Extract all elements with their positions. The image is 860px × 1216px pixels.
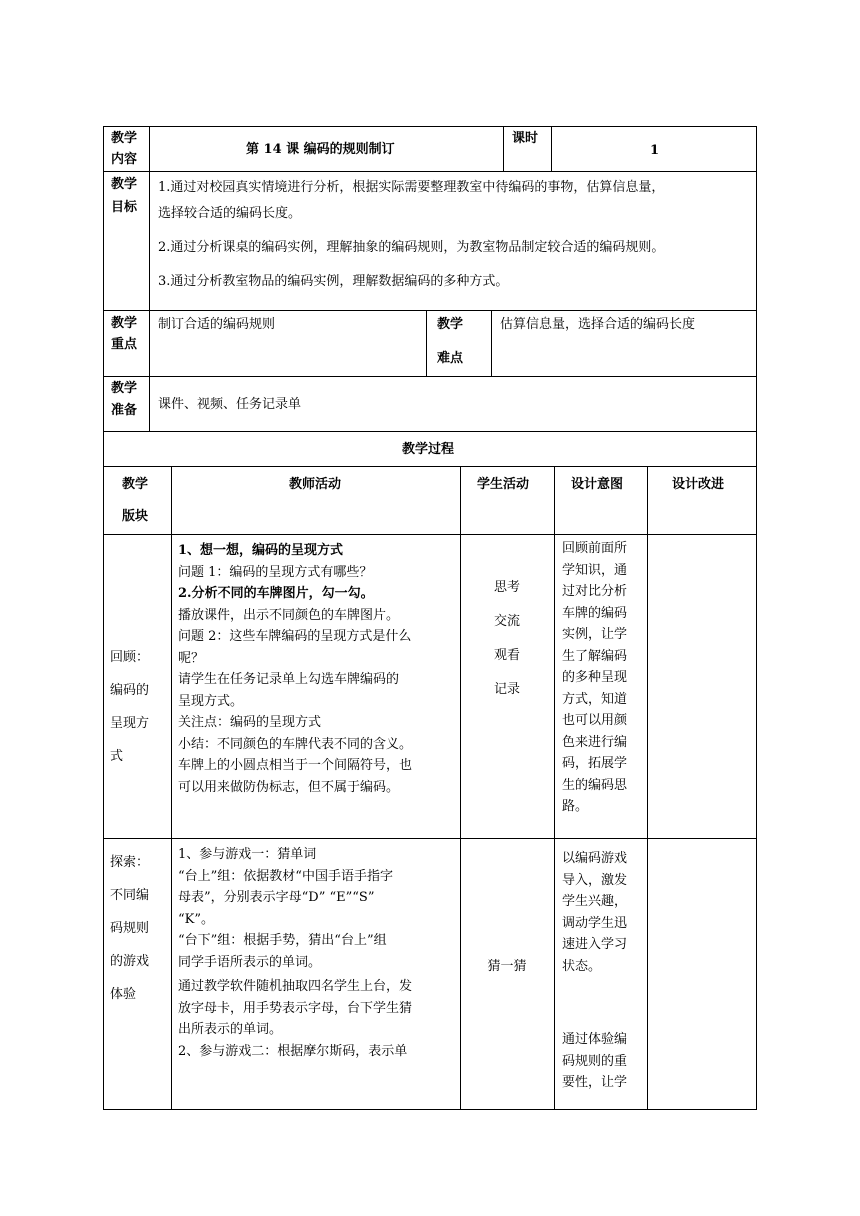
teacher-line: 车牌上的小圆点相当于一个间隔符号，也: [178, 758, 413, 773]
section-line: 呈现方: [110, 716, 150, 731]
intent-line: 色来进行编: [562, 734, 628, 750]
lesson-title: 第 14 课 编码的规则制订: [246, 142, 395, 157]
key-text: 制订合适的编码规则: [158, 317, 276, 332]
intent-line: 学知识，通: [562, 562, 628, 578]
intent-line: 生了解编码: [562, 648, 628, 664]
preparation-label-2: 准备: [111, 403, 138, 418]
period-label: 课时: [512, 131, 539, 146]
teacher-line: “台下”组：根据手势，猜出“台上”组: [178, 933, 387, 948]
section-line: 探索：: [110, 855, 150, 870]
objective-line: 选择较合适的编码长度。: [158, 206, 302, 221]
intent-line: 以编码游戏: [562, 851, 628, 866]
intent-line: 的多种呈现: [562, 670, 628, 685]
student-line: 思考: [493, 580, 520, 595]
teacher-line: 小结：不同颜色的车牌代表不同的含义。: [178, 736, 413, 752]
teacher-line: “K”。: [178, 911, 215, 927]
difficulty-label-1: 教学: [437, 317, 464, 332]
teacher-line: 1、想一想，编码的呈现方式: [178, 543, 344, 558]
explore-design-intent-b: [562, 1029, 646, 1094]
teacher-line: 问题 1：编码的呈现方式有哪些？: [178, 564, 373, 580]
objective-line: 2.通过分析课桌的编码实例，理解抽象的编码规则，为教室物品制定较合适的编码规则。: [158, 240, 665, 255]
section-line: 式: [110, 749, 124, 764]
teacher-line: 同学手语所表示的单词。: [178, 954, 322, 970]
review-student-activity: [460, 571, 554, 707]
intent-line: 学生兴趣，: [562, 894, 628, 909]
intent-line: 调动学生迅: [562, 915, 628, 931]
teacher-line: 播放课件，出示不同颜色的车牌图片。: [178, 607, 400, 623]
intent-line: 生的编码思: [562, 777, 628, 793]
explore-teacher-activity: [178, 844, 458, 1062]
difficulty-text: 估算信息量，选择合适的编码长度: [500, 317, 696, 332]
section-line: 不同编: [110, 888, 150, 903]
preparation-label-1: 教学: [111, 381, 138, 396]
process-title: 教学过程: [402, 442, 455, 457]
explore-student-activity: 猜一猜: [487, 959, 527, 974]
student-line: 交流: [493, 614, 520, 629]
difficulty-label-2: 难点: [437, 351, 464, 366]
review-section: [110, 641, 170, 773]
objective-line: 1.通过对校园真实情境进行分析，根据实际需要整理教室中待编码的事物，估算信息量，: [158, 180, 665, 195]
period-value: 1: [650, 143, 660, 158]
col-section-2: 版块: [122, 509, 149, 524]
student-line: 记录: [493, 682, 520, 697]
teacher-line: 通过教学软件随机抽取四名学生上台，发: [178, 979, 413, 994]
key-label-1: 教学: [111, 316, 138, 331]
section-line: 回顾：: [110, 650, 150, 665]
teacher-line: 呢？: [178, 650, 205, 666]
objectives-label-1: 教学: [111, 177, 138, 192]
intent-line: 过对比分析: [562, 584, 628, 599]
teacher-line: “台上”组：依据教材“中国手语手指字: [178, 868, 393, 884]
col-student: 学生活动: [477, 477, 530, 492]
review-design-intent: [562, 538, 646, 818]
col-intent: 设计意图: [571, 477, 624, 492]
teacher-line: 出所表示的单词。: [178, 1022, 283, 1037]
teacher-line: 关注点：编码的呈现方式: [178, 715, 322, 730]
intent-line: 码，拓展学: [562, 756, 628, 771]
content-label-2: 内容: [111, 152, 138, 167]
section-line: 的游戏: [110, 954, 150, 969]
intent-line: 实例，让学: [562, 627, 628, 642]
intent-line: 速进入学习: [562, 937, 628, 952]
intent-line: 通过体验编: [562, 1032, 628, 1047]
intent-line: 方式，知道: [562, 691, 628, 707]
section-line: 体验: [110, 987, 137, 1002]
teacher-line: 呈现方式。: [178, 693, 244, 709]
col-teacher: 教师活动: [289, 477, 342, 492]
student-line: 观看: [493, 648, 520, 663]
objectives-text: [158, 175, 753, 295]
intent-line: 导入，激发: [562, 872, 628, 888]
intent-line: 车牌的编码: [562, 605, 628, 621]
preparation-text: 课件、视频、任务记录单: [158, 397, 302, 412]
intent-line: 回顾前面所: [562, 541, 628, 556]
teacher-line: 问题 2：这些车牌编码的呈现方式是什么: [178, 629, 412, 644]
teacher-line: 2.分析不同的车牌图片，勾一勾。: [178, 586, 374, 601]
teacher-line: 1、参与游戏一：猜单词: [178, 847, 317, 862]
objectives-label-2: 目标: [111, 200, 138, 215]
teacher-line: 放字母卡，用手势表示字母，台下学生猜: [178, 1000, 413, 1016]
intent-line: 状态。: [562, 958, 602, 974]
teacher-line: 2、参与游戏二：根据摩尔斯码，表示单: [178, 1043, 408, 1059]
section-line: 码规则: [110, 921, 150, 936]
explore-section: [110, 846, 170, 1011]
section-line: 编码的: [110, 683, 150, 698]
explore-design-intent-a: [562, 848, 646, 977]
col-section-1: 教学: [122, 477, 149, 492]
col-improve: 设计改进: [672, 477, 725, 492]
key-label-2: 重点: [111, 337, 138, 352]
teacher-line: 请学生在任务记录单上勾选车牌编码的: [178, 672, 400, 687]
intent-line: 码规则的重: [562, 1053, 628, 1069]
teacher-line: 母表”，分别表示字母“D” “E”“S”: [178, 890, 375, 905]
objective-line: 3.通过分析教室物品的编码实例，理解数据编码的多种方式。: [158, 274, 509, 289]
intent-line: 要性，让学: [562, 1075, 628, 1090]
intent-line: 路。: [562, 799, 589, 814]
intent-line: 也可以用颜: [562, 713, 628, 728]
content-label-1: 教学: [111, 131, 138, 146]
teacher-line: 可以用来做防伪标志，但不属于编码。: [178, 779, 400, 795]
review-teacher-activity: [178, 540, 458, 798]
